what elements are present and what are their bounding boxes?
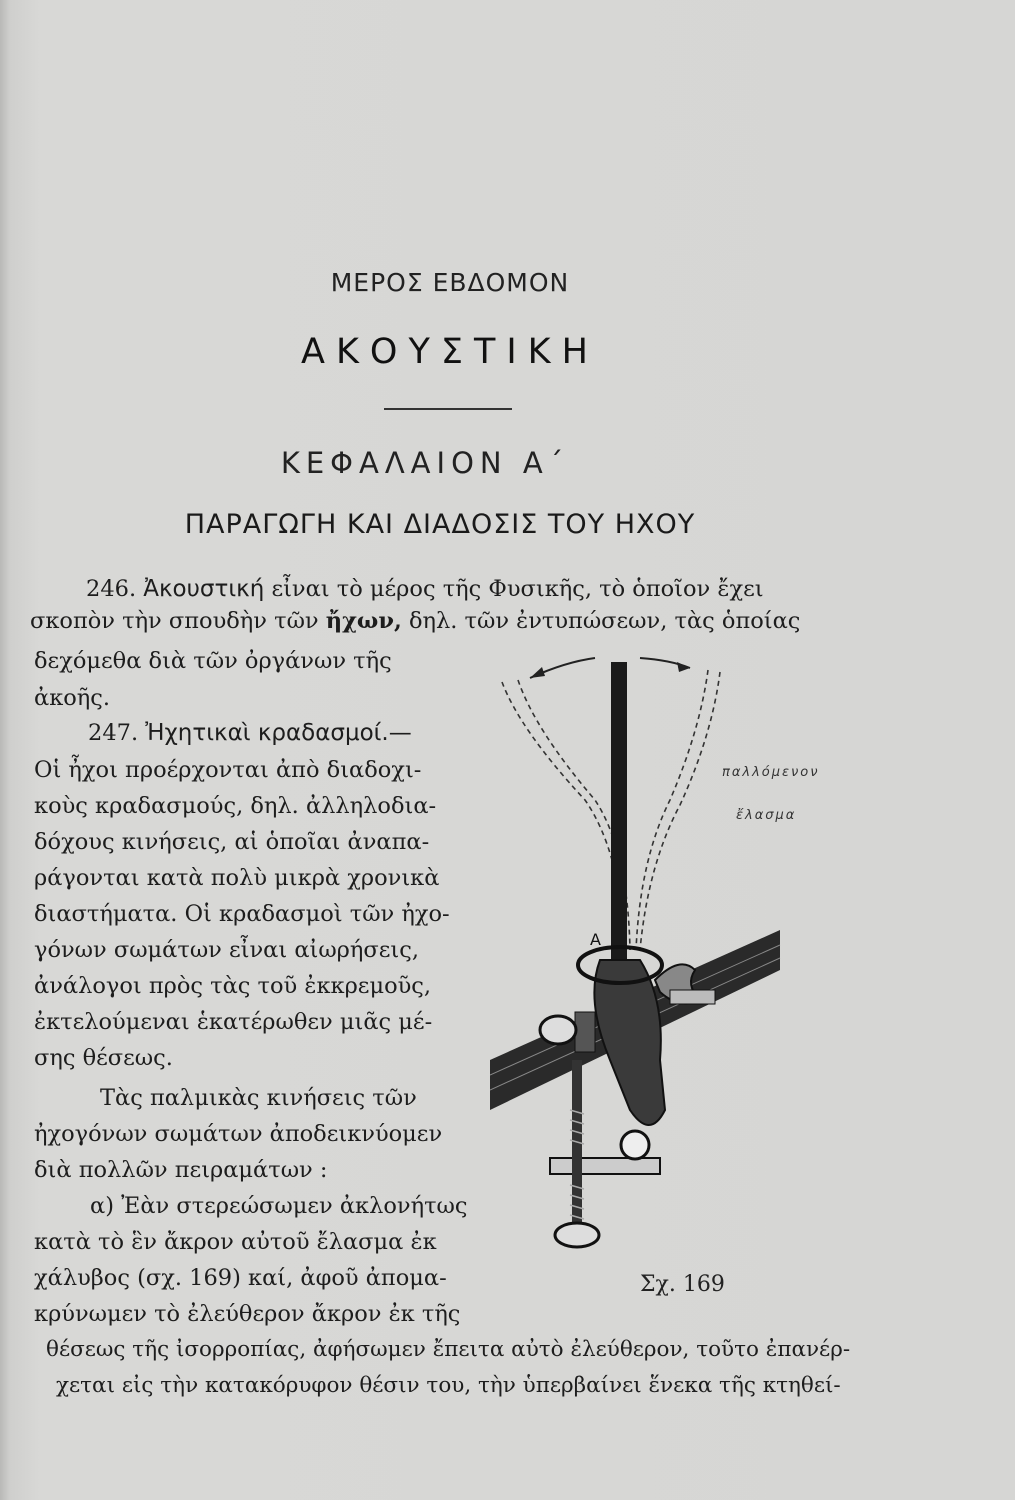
demo-line: α) Ἐὰν στερεώσωμεν ἀκλονήτως: [90, 1193, 468, 1219]
p247-line: γόνων σωμάτων εἶναι αἰωρήσεις,: [34, 937, 419, 963]
p246-text: εἶναι τὸ μέρος τῆς Φυσικῆς, τὸ ὁποῖον ἔχει: [271, 576, 764, 602]
demo-line: διὰ πολλῶν πειραμάτων :: [34, 1157, 328, 1183]
p246-line-3: δεχόμεθα διὰ τῶν ὀργάνων τῆς: [34, 648, 392, 674]
demo-full-line: θέσεως τῆς ἰσορροπίας, ἀφήσωμεν ἔπειτα αὐτὸ ἐλεύθερον, τοῦτο ἐπανέρ-: [46, 1337, 851, 1362]
p246-line-1: [86, 574, 764, 604]
demo-full-line: χεται εἰς τὴν κατακόρυφον θέσιν του, τὴν ὑπερβαίνει ἕνεκα τῆς κτηθεί-: [56, 1373, 841, 1398]
section-title: ΠΑΡΑΓΩΓΗ ΚΑΙ ΔΙΑΔΟΣΙΣ ΤΟΥ ΗΧΟΥ: [184, 509, 696, 540]
part-label: ΜΕΡΟΣ ΕΒΔΟΜΟΝ: [330, 268, 570, 297]
chapter-title: ΚΕΦΑΛΑΙΟΝ Α΄: [280, 446, 570, 480]
p247-line: Οἱ ἦχοι προέρχονται ἀπὸ διαδοχι-: [34, 757, 422, 783]
p247-line: ἀνάλογοι πρὸς τὰς τοῦ ἐκκρεμοῦς,: [34, 973, 432, 999]
p247-line: ἐκτελούμεναι ἑκατέρωθεν μιᾶς μέ-: [34, 1009, 433, 1035]
handwritten-note-2: ἔλασμα: [736, 808, 797, 823]
p247-line: δόχους κινήσεις, αἱ ὁποῖαι ἀναπα-: [34, 829, 430, 855]
steel-blade: [611, 662, 627, 962]
demo-line: κρύνωμεν τὸ ἐλεύθερον ἄκρον ἐκ τῆς: [34, 1301, 461, 1327]
p246-term: Ἀκουστική: [143, 576, 265, 602]
p247-line: διαστήματα. Οἱ κραδασμοὶ τῶν ἠχο-: [34, 901, 450, 927]
demo-line: ἠχογόνων σωμάτων ἀποδεικνύομεν: [34, 1121, 443, 1147]
p247-line: κοὺς κραδασμούς, δηλ. ἀλληλοδια-: [34, 793, 437, 819]
p246-number: 246.: [86, 576, 137, 602]
p247-line: σης θέσεως.: [34, 1045, 173, 1071]
figure-vibrating-blade: [490, 640, 870, 1280]
demo-line: κατὰ τὸ ἓν ἄκρον αὐτοῦ ἔλασμα ἐκ: [34, 1229, 437, 1255]
divider: [384, 408, 512, 410]
p246-line-4: ἀκοῆς.: [34, 685, 111, 711]
demo-line: Τὰς παλμικὰς κινήσεις τῶν: [100, 1085, 417, 1111]
p247-term: Ἠχητικαὶ κραδασμοί.—: [145, 720, 412, 746]
demo-line: χάλυβος (σχ. 169) καί, ἀφοῦ ἀπομα-: [34, 1265, 447, 1291]
p246-line-2: σκοπὸν τὴν σπουδὴν τῶν ἤχων, δηλ. τῶν ἐντυπώσεων, τὰς ὁποίας: [30, 608, 801, 634]
handwritten-note-1: παλλόμενον: [722, 765, 820, 780]
p247-number: 247.: [88, 720, 139, 746]
main-title: ΑΚΟΥΣΤΙΚΗ: [301, 332, 599, 372]
p247-line: ράγονται κατὰ πολὺ μικρὰ χρονικὰ: [34, 865, 440, 891]
figure-caption: Σχ. 169: [640, 1272, 725, 1297]
figure-drawing: [490, 640, 870, 1280]
figure-label-a: Α: [590, 930, 601, 949]
p246-emphasis: ἤχων,: [325, 608, 402, 634]
p247-heading: [88, 718, 412, 748]
